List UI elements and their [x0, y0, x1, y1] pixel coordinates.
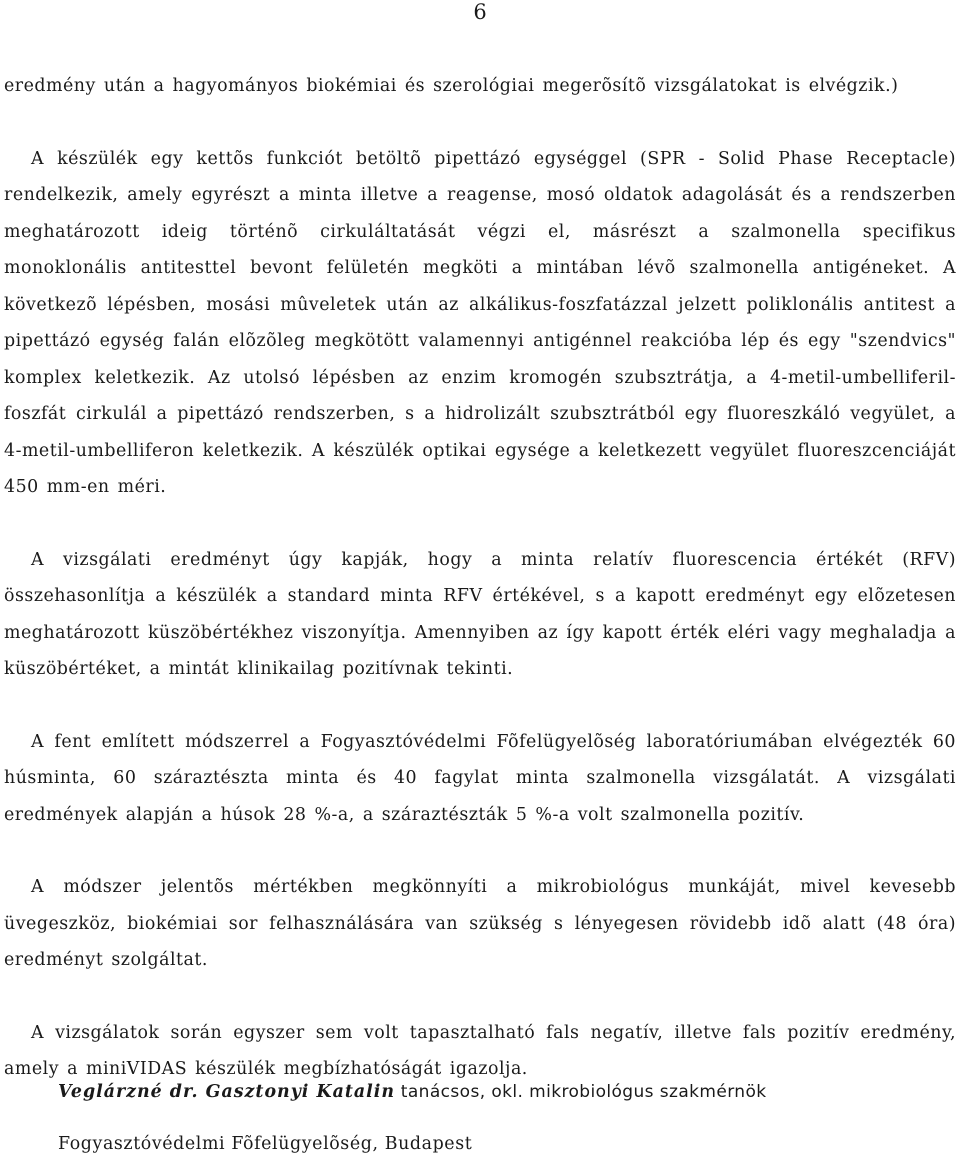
page-number: 6 [473, 0, 487, 24]
paragraph-device-description: A készülék egy kettõs funkciót betöltõ pipettázó egységgel (SPR - Solid Phase Receptacle) rendelkezik, amely egyrészt a minta illetve a reagense, mosó oldatok adagolását és a rendszerben meghatározott ideig történõ cirkuláltatását végzi el, másrészt a szalmonella specifikus monoklonális antitesttel bevont felületén megköti a mintában lévõ szalmonella antigéneket. A következõ lépésben, mosási mûveletek után az alkálikus-foszfatázzal jelzett poliklonális antitest a pipettázó egység falán elõzõleg megkötött valamennyi antigénnel reakcióba lép és egy "szendvics" komplex keletkezik. Az utolsó lépésben az enzim kromogén szubsztrátja, a 4-metil-umbelliferil-foszfát cirkulál a pipettázó rendszerben, s a hidrolizált szubsztrátból egy fluoreszkáló vegyület, a 4-metil-umbelliferon keletkezik. A készülék optikai egysége a keletkezett vegyület fluoreszcenciáját 450 mm-en méri. [4, 148, 956, 497]
document-body [4, 68, 956, 1124]
paragraph-continuation: eredmény után a hagyományos biokémiai és szerológiai megerõsítõ vizsgálatokat is elvégzik.) [4, 76, 899, 96]
author-name: Veglárzné dr. Gasztonyi Katalin [58, 1082, 395, 1102]
author-institution: Fogyasztóvédelmi Fõfelügyelõség, Budapest [58, 1134, 473, 1154]
paragraph-reliability: A vizsgálatok során egyszer sem volt tapasztalható fals negatív, illetve fals pozitív eredmény, amely a miniVIDAS készülék megbízhatóságát igazolja. [4, 1022, 956, 1079]
paragraph-result-evaluation: A vizsgálati eredményt úgy kapják, hogy a minta relatív fluorescencia értékét (RFV) összehasonlítja a készülék a standard minta RFV értékével, s a kapott eredményt egy elõzetesen meghatározott küszöbértékhez viszonyítja. Amennyiben az így kapott érték eléri vagy meghaladja a küszöbértéket, a mintát klinikailag pozitívnak tekinti. [4, 549, 956, 679]
author-title: tanácsos, okl. mikrobiológus szakmérnök [395, 1082, 767, 1102]
paragraph-lab-results: A fent említett módszerrel a Fogyasztóvédelmi Fõfelügyelõség laboratóriumában elvégezték 60 húsminta, 60 száraztészta minta és 40 fagylat minta szalmonella vizsgálatát. A vizsgálati eredmények alapján a húsok 28 %-a, a száraztészták 5 %-a volt szalmonella pozitív. [4, 731, 956, 825]
author-signature [58, 1074, 938, 1110]
paragraph-method-advantages: A módszer jelentõs mértékben megkönnyíti a mikrobiológus munkáját, mivel kevesebb üvegeszköz, biokémiai sor felhasználására van szükség s lényegesen rövidebb idõ alatt (48 óra) eredményt szolgáltat. [4, 877, 956, 970]
